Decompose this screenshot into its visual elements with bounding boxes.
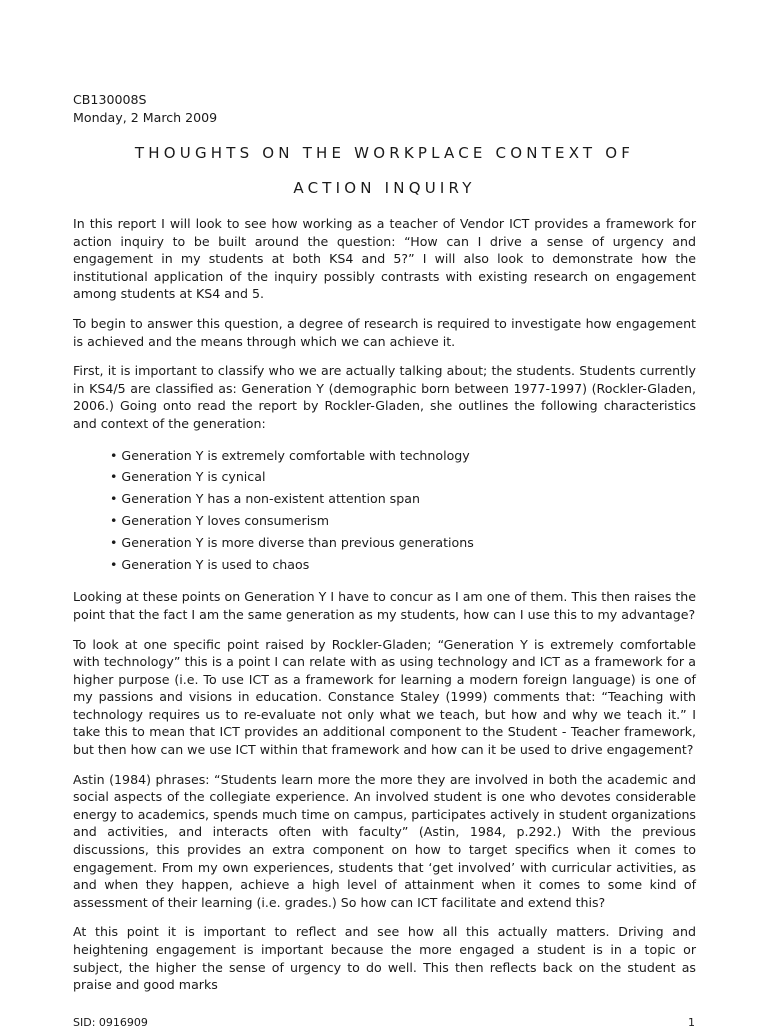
document-date: Monday, 2 March 2009 <box>73 110 218 125</box>
document-code: CB130008S <box>73 92 147 107</box>
footer-sid: SID: 0916909 <box>73 1016 148 1029</box>
paragraph-classify: First, it is important to classify who we are actually talking about; the students. Students currently in KS4/5 are classified as: Generation Y (demographic born between 1977-1997) (Rockler-Gladen, 2006.) Going onto read the report by Rockler-Gladen, she outlines the following characteristics and context of the generation: <box>73 363 696 431</box>
document-title-line-1: THOUGHTS ON THE WORKPLACE CONTEXT OF <box>134 144 635 162</box>
paragraph-technology: To look at one specific point raised by Rockler-Gladen; “Generation Y is extremely comfortable with technology” this is a point I can relate with as using technology and ICT as a framework for a higher purpose (i.e. To use ICT as a framework for learning a modern foreign language) is one of my passions and visions in education. Constance Staley (1999) comments that: “Teaching with technology requires us to re-evaluate not only what we teach, but how and why we teach it.” I take this to mean that ICT provides an additional component to the Student - Teacher framework, but then how can we use ICT within that framework and how can it be used to drive engagement? <box>73 636 696 758</box>
list-item: • Generation Y is extremely comfortable with technology <box>110 447 470 463</box>
document-meta <box>73 91 217 127</box>
list-item: • Generation Y is cynical <box>110 469 266 485</box>
list-item: • Generation Y is used to chaos <box>110 556 310 572</box>
document-page <box>73 0 696 1024</box>
list-item: • Generation Y has a non-existent attention span <box>110 491 420 507</box>
paragraph-reflect: At this point it is important to reflect and see how all this actually matters. Driving and heightening engagement is important because the more engaged a student is in a topic or subject, the higher the sense of urgency to do well. This then reflects back on the student as praise and good marks <box>73 924 696 993</box>
paragraph-astin: Astin (1984) phrases: “Students learn more the more they are involved in both the academic and social aspects of the collegiate experience. An involved student is one who devotes considerable energy to academics, spends much time on campus, participates actively in student organizations and activities, and interacts often with faculty” (Astin, 1984, p.292.) With the previous discussions, this provides an extra component on how to target specifics when it comes to engagement. From my own experiences, students that ‘get involved’ with curricular activities, as and when they happen, achieve a high level of attainment when it comes to some kind of assessment of their learning (i.e. grades.) So how can ICT facilitate and extend this? <box>73 771 696 910</box>
paragraph-research: To begin to answer this question, a degree of research is required to investigate how engagement is achieved and the means through which we can achieve it. <box>73 315 696 349</box>
document-title-line-2: ACTION INQUIRY <box>293 179 476 197</box>
paragraph-intro: In this report I will look to see how working as a teacher of Vendor ICT provides a framework for action inquiry to be built around the question: “How can I drive a sense of urgency and engagement in my students at both KS4 and 5?” I will also look to demonstrate how the institutional application of the inquiry possibly contrasts with existing research on engagement among students at KS4 and 5. <box>73 216 696 302</box>
paragraph-concur: Looking at these points on Generation Y I have to concur as I am one of them. This then raises the point that the fact I am the same generation as my students, how can I use this to my advantage? <box>73 589 696 622</box>
document-body <box>73 215 696 1006</box>
list-item: • Generation Y is more diverse than previous generations <box>110 534 474 550</box>
generation-y-list <box>73 445 696 576</box>
list-item: • Generation Y loves consumerism <box>110 512 330 528</box>
page-number: 1 <box>688 1016 695 1029</box>
